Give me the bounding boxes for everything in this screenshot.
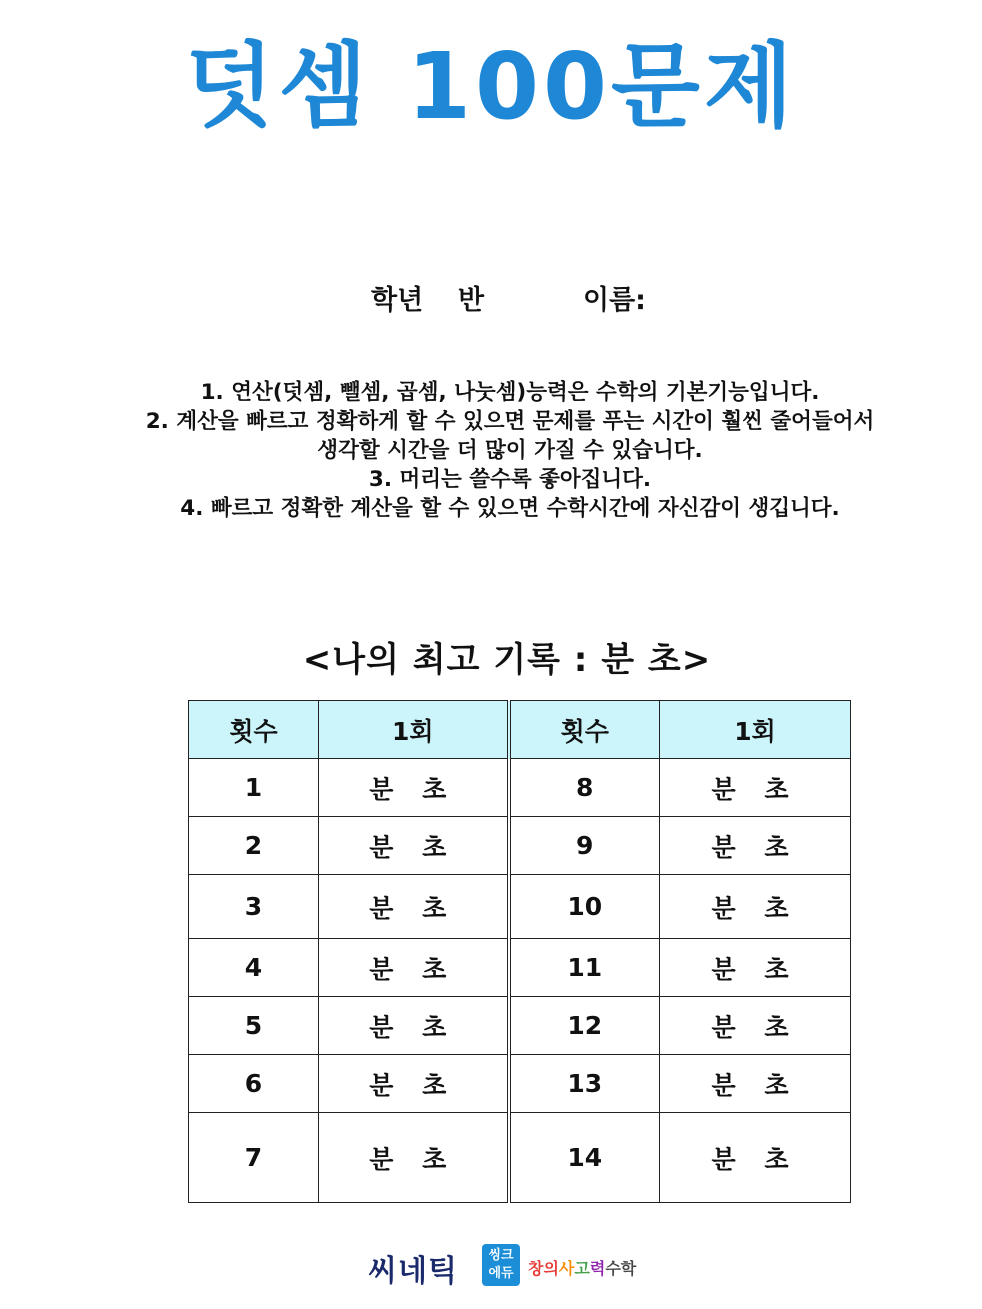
- attempt-number: 1: [189, 759, 319, 817]
- worksheet-title: 덧셈 100문제: [185, 33, 797, 140]
- grade-label: 학년: [371, 285, 424, 316]
- logo-slogan: [528, 1256, 636, 1279]
- record-table: [188, 700, 851, 1203]
- attempt-number: 4: [189, 939, 319, 997]
- time-cell[interactable]: 분 초: [319, 1055, 509, 1113]
- table-row: [189, 1113, 851, 1203]
- time-cell[interactable]: 분 초: [660, 997, 851, 1055]
- attempt-number: 11: [509, 939, 660, 997]
- time-cell[interactable]: 분 초: [319, 939, 509, 997]
- student-info-line: [0, 278, 982, 318]
- instructions: [60, 378, 960, 523]
- time-cell[interactable]: 분 초: [660, 1055, 851, 1113]
- attempt-number: 10: [509, 875, 660, 939]
- column-header-round: 1회: [319, 701, 509, 759]
- attempt-number: 2: [189, 817, 319, 875]
- instruction-line: 생각할 시간을 더 많이 가질 수 있습니다.: [317, 438, 703, 463]
- slogan-part: 사: [558, 1259, 575, 1278]
- column-header-count: 횟수: [189, 701, 319, 759]
- class-label: 반: [458, 285, 485, 316]
- attempt-number: 8: [509, 759, 660, 817]
- attempt-number: 12: [509, 997, 660, 1055]
- attempt-number: 3: [189, 875, 319, 939]
- publisher-logo: [368, 1244, 637, 1289]
- time-cell[interactable]: 분 초: [319, 1113, 509, 1203]
- logo-badge-line: 씽크: [488, 1248, 514, 1263]
- time-cell[interactable]: 분 초: [660, 939, 851, 997]
- name-label: 이름:: [583, 285, 646, 316]
- table-row: [189, 997, 851, 1055]
- table-row: [189, 1055, 851, 1113]
- column-header-count: 횟수: [509, 701, 660, 759]
- table-row: [189, 875, 851, 939]
- time-cell[interactable]: 분 초: [319, 997, 509, 1055]
- attempt-number: 5: [189, 997, 319, 1055]
- time-cell[interactable]: 분 초: [319, 875, 509, 939]
- time-cell[interactable]: 분 초: [319, 817, 509, 875]
- slogan-part: 고: [574, 1259, 590, 1278]
- table-row: [189, 939, 851, 997]
- best-record-heading: <나의 최고 기록 : 분 초>: [302, 640, 712, 680]
- slogan-part: 창의: [528, 1259, 559, 1278]
- attempt-number: 7: [189, 1113, 319, 1203]
- logo-badge-line: 에듀: [488, 1266, 514, 1281]
- instruction-line: 4. 빠르고 정확한 계산을 할 수 있으면 수학시간에 자신감이 생깁니다.: [180, 496, 840, 521]
- instruction-line: 1. 연산(덧셈, 뺄셈, 곱셈, 나눗셈)능력은 수학의 기본기능입니다.: [200, 380, 820, 405]
- slogan-part: 수학: [605, 1259, 637, 1278]
- instruction-line: 3. 머리는 쓸수록 좋아집니다.: [368, 467, 652, 492]
- time-cell[interactable]: 분 초: [660, 817, 851, 875]
- time-cell[interactable]: 분 초: [660, 1113, 851, 1203]
- logo-badge: [482, 1244, 520, 1286]
- column-header-round: 1회: [660, 701, 851, 759]
- table-row: [189, 759, 851, 817]
- time-cell[interactable]: 분 초: [660, 875, 851, 939]
- slogan-part: 력: [589, 1259, 606, 1278]
- table-row: [189, 817, 851, 875]
- attempt-number: 14: [509, 1113, 660, 1203]
- instruction-line: 2. 계산을 빠르고 정확하게 할 수 있으면 문제를 푸는 시간이 훨씬 줄어들어서: [145, 409, 875, 434]
- time-cell[interactable]: 분 초: [319, 759, 509, 817]
- table-header-row: [189, 701, 851, 759]
- logo-brand-text: 씨네틱: [368, 1254, 458, 1289]
- attempt-number: 13: [509, 1055, 660, 1113]
- attempt-number: 9: [509, 817, 660, 875]
- time-cell[interactable]: 분 초: [660, 759, 851, 817]
- attempt-number: 6: [189, 1055, 319, 1113]
